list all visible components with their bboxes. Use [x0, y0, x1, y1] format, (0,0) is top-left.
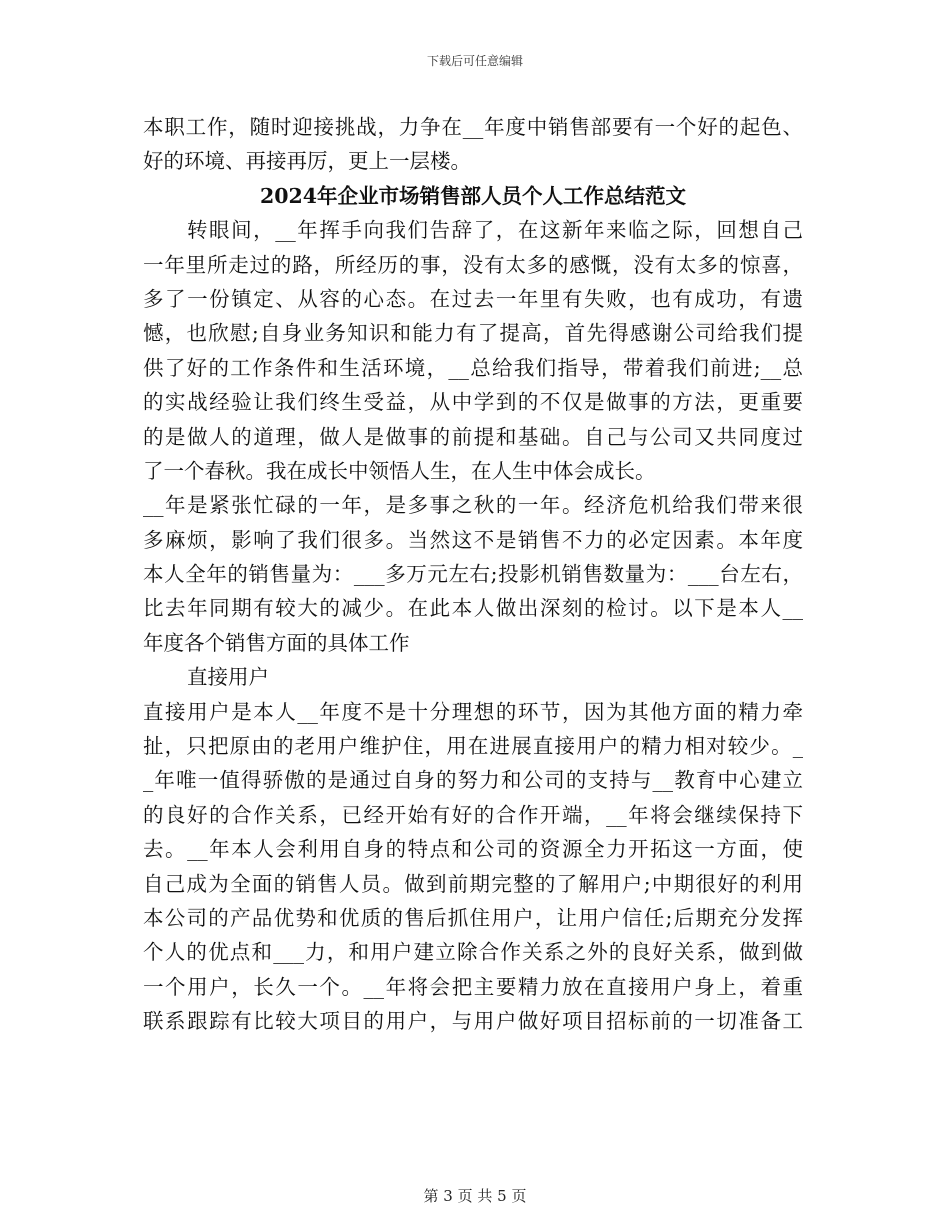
- text-line: 联系跟踪有比较大项目的用户，与用户做好项目招标前的一切准备工: [143, 1009, 803, 1034]
- text-line: __年是紧张忙碌的一年，是多事之秋的一年。经济危机给我们带来很: [143, 493, 803, 518]
- text-line: 比去年同期有较大的减少。在此本人做出深刻的检讨。以下是本人__: [143, 596, 803, 621]
- text-line: 一个用户，长久一个。__年将会把主要精力放在直接用户身上，着重: [143, 974, 803, 999]
- section-title: 2024年企业市场销售部人员个人工作总结范文: [259, 183, 687, 208]
- text-line: 年度各个销售方面的具体工作: [143, 630, 410, 655]
- text-line: 去。__年本人会利用自身的特点和公司的资源全力开拓这一方面，使: [143, 837, 803, 862]
- text-line: 本职工作，随时迎接挑战，力争在__年度中销售部要有一个好的起色、: [143, 115, 803, 139]
- text-line: 了一个春秋。我在成长中领悟人生，在人生中体会成长。: [143, 458, 656, 483]
- text-line: 个人的优点和___力，和用户建立除合作关系之外的良好关系，做到做: [143, 940, 803, 965]
- text-line: 的是做人的道理，做人是做事的前提和基础。自己与公司又共同度过: [143, 424, 803, 449]
- page-header: 下载后可任意编辑: [426, 54, 523, 68]
- text-line: 多了一份镇定、从容的心态。在过去一年里有失败，也有成功，有遗: [143, 286, 803, 311]
- text-line: 供了好的工作条件和生活环境，__总给我们指导，带着我们前进;__总: [143, 355, 803, 380]
- text-line: 好的环境、再接再厉，更上一层楼。: [143, 149, 471, 174]
- text-line: 转眼间，__年挥手向我们告辞了，在这新年来临之际，回想自己: [187, 218, 803, 243]
- text-line: 直接用户: [187, 665, 269, 690]
- text-line: 扯，只把原由的老用户维护住，用在进展直接用户的精力相对较少。_: [143, 734, 803, 759]
- text-line: 本公司的产品优势和优质的售后抓住用户，让用户信任;后期充分发挥: [143, 905, 803, 930]
- text-line: 自己成为全面的销售人员。做到前期完整的了解用户;中期很好的利用: [143, 871, 803, 896]
- text-line: 憾，也欣慰;自身业务知识和能力有了提高，首先得感谢公司给我们提: [143, 321, 803, 346]
- text-line: 直接用户是本人__年度不是十分理想的环节，因为其他方面的精力牵: [143, 699, 803, 724]
- text-line: 的良好的合作关系，已经开始有好的合作开端，__年将会继续保持下: [143, 802, 803, 827]
- text-line: 多麻烦，影响了我们很多。当然这不是销售不力的必定因素。本年度: [143, 527, 803, 552]
- text-line: 一年里所走过的路，所经历的事，没有太多的感慨，没有太多的惊喜，: [143, 252, 803, 277]
- text-line: 本人全年的销售量为：___多万元左右;投影机销售数量为：___台左右，: [143, 562, 803, 587]
- text-line: _年唯一值得骄傲的是通过自身的努力和公司的支持与__教育中心建立: [143, 768, 803, 793]
- document-body: [143, 110, 803, 1039]
- text-line: 的实战经验让我们终生受益，从中学到的不仅是做事的方法，更重要: [143, 390, 803, 415]
- page-number-footer: 第 3 页 共 5 页: [423, 1187, 527, 1205]
